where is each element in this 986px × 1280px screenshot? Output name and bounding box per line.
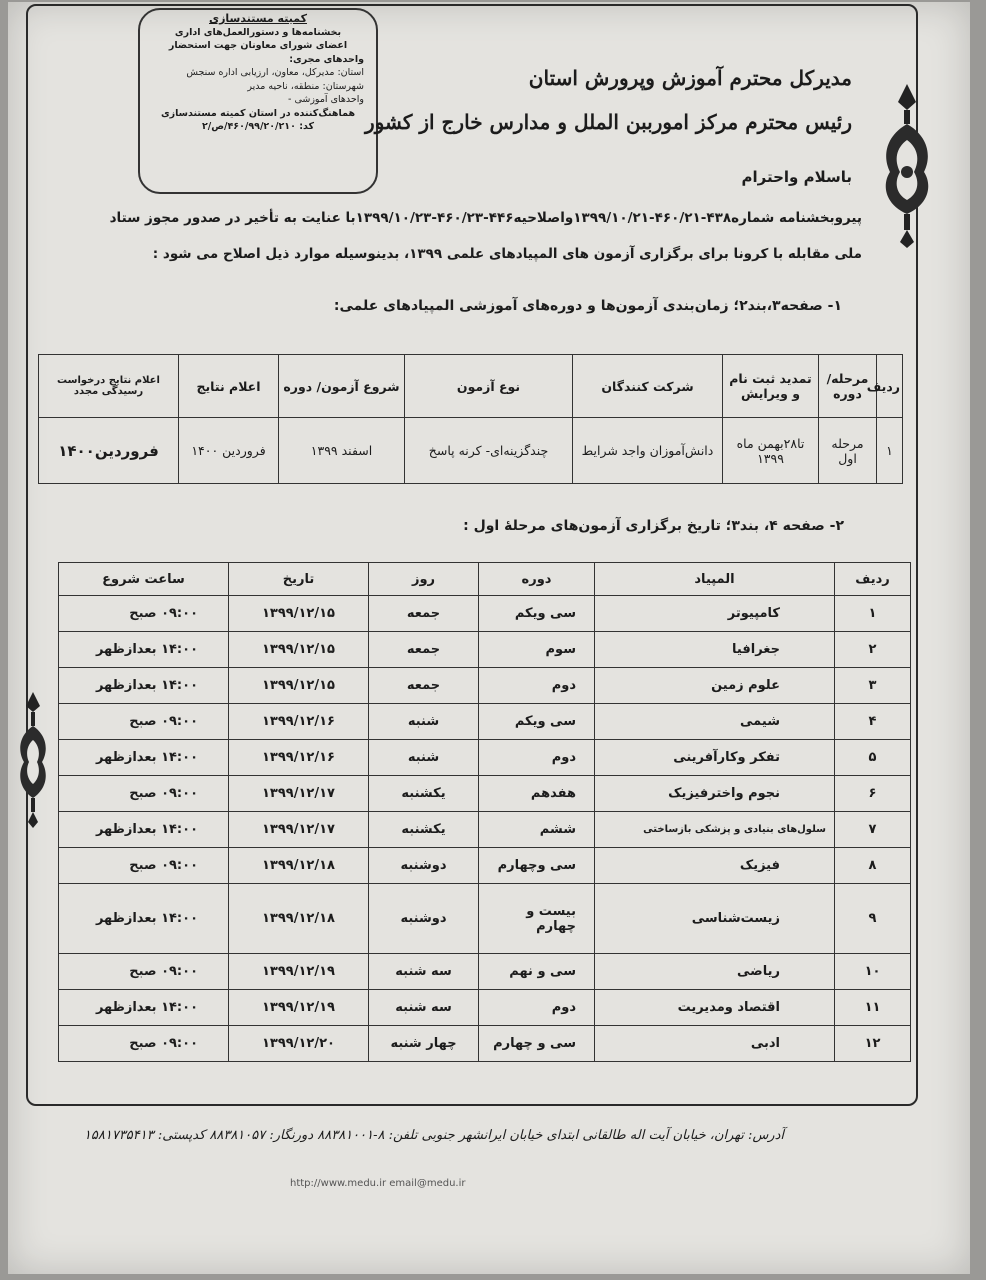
stamp-line: واحدهای آموزشی - xyxy=(288,94,364,105)
section-2-title: ۲- صفحه ۴، بند۳؛ تاریخ برگزاری آزمون‌های مرحلهٔ اول : xyxy=(463,518,844,534)
table-header-row xyxy=(39,355,903,418)
date: ۱۳۹۹/۱۲/۱۵ xyxy=(229,632,369,668)
start-time: ۱۴:۰۰ بعدازظهر xyxy=(59,989,229,1025)
side-ornament-icon xyxy=(16,690,50,830)
day: یکشنبه xyxy=(369,812,479,848)
date: ۱۳۹۹/۱۲/۱۷ xyxy=(229,812,369,848)
day: دوشنبه xyxy=(369,848,479,884)
header-cell: اعلام نتایج درخواست رسیدگی مجدد xyxy=(39,355,179,418)
olympiad-name: سلول‌های بنیادی و پزشکی بازساختی xyxy=(595,812,835,848)
heading-line-2: رئیس محترم مرکز امورببن الملل و مدارس خارج از کشور xyxy=(365,110,852,134)
start-time: ۰۹:۰۰ صبح xyxy=(59,848,229,884)
exam-dates-table xyxy=(58,562,911,1062)
table-cell: مرحله اول xyxy=(819,418,877,484)
row-number: ۵ xyxy=(835,740,911,776)
ornament-icon xyxy=(876,80,938,250)
table-row xyxy=(59,632,911,668)
row-number: ۴ xyxy=(835,704,911,740)
date: ۱۳۹۹/۱۲/۲۰ xyxy=(229,1025,369,1061)
olympiad-name: شیمی xyxy=(595,704,835,740)
day: چهار شنبه xyxy=(369,1025,479,1061)
start-time: ۱۴:۰۰ بعدازظهر xyxy=(59,812,229,848)
header-cell: ردیف xyxy=(835,563,911,596)
heading-line-1: مدیرکل محترم آموزش وپرورش استان xyxy=(528,66,852,90)
header-cell: تاریخ xyxy=(229,563,369,596)
footer-address: آدرس: تهران، خیابان آیت اله طالقانی ابتدای خیابان ایرانشهر جنوبی تلفن: ۸-۸۸۳۸۱۰۰۱ دورنگار: ۸۸۳۸۱۰۵۷ کدپستی: ۱۵۸۱۷۳۵۴۱۳ xyxy=(83,1128,784,1143)
period: بیست و چهارم xyxy=(479,884,595,954)
period: سوم xyxy=(479,632,595,668)
date: ۱۳۹۹/۱۲/۱۹ xyxy=(229,989,369,1025)
header-cell: تمدید ثبت نام و ویرایش xyxy=(723,355,819,418)
olympiad-name: تفکر وکارآفرینی xyxy=(595,740,835,776)
start-time: ۰۹:۰۰ صبح xyxy=(59,1025,229,1061)
table-row xyxy=(59,989,911,1025)
stamp-line: هماهنگ‌کننده در استان کمیته مستندسازی xyxy=(160,107,356,119)
header-cell: نوع آزمون xyxy=(405,355,573,418)
period: ششم xyxy=(479,812,595,848)
olympiad-name: علوم زمین xyxy=(595,668,835,704)
header-cell: ردیف xyxy=(877,355,903,418)
header-cell: شروع آزمون/ دوره xyxy=(279,355,405,418)
table-header-row xyxy=(59,563,911,596)
day: سه شنبه xyxy=(369,953,479,989)
table-cell: تا۲۸بهمن ماه ۱۳۹۹ xyxy=(723,418,819,484)
period: سی ویکم xyxy=(479,704,595,740)
row-number: ۳ xyxy=(835,668,911,704)
date: ۱۳۹۹/۱۲/۱۸ xyxy=(229,848,369,884)
day: دوشنبه xyxy=(369,884,479,954)
header-cell: المپیاد xyxy=(595,563,835,596)
row-number: ۱۱ xyxy=(835,989,911,1025)
table-cell: چندگزینه‌ای- کرنه پاسخ xyxy=(405,418,573,484)
start-time: ۰۹:۰۰ صبح xyxy=(59,704,229,740)
header-cell: اعلام نتایج xyxy=(179,355,279,418)
footer-web-email: http://www.medu.ir email@medu.ir xyxy=(290,1178,466,1189)
row-number: ۱۲ xyxy=(835,1025,911,1061)
table-row xyxy=(59,776,911,812)
row-number: ۱ xyxy=(835,596,911,632)
table-row xyxy=(59,740,911,776)
header-cell: دوره xyxy=(479,563,595,596)
date: ۱۳۹۹/۱۲/۱۹ xyxy=(229,953,369,989)
olympiad-name: ادبی xyxy=(595,1025,835,1061)
start-time: ۱۴:۰۰ بعدازظهر xyxy=(59,632,229,668)
day: جمعه xyxy=(369,668,479,704)
header-cell: شرکت کنندگان xyxy=(573,355,723,418)
period: دوم xyxy=(479,668,595,704)
document-page xyxy=(8,2,970,1274)
start-time: ۰۹:۰۰ صبح xyxy=(59,776,229,812)
table-row xyxy=(59,884,911,954)
day: یکشنبه xyxy=(369,776,479,812)
paragraph-line-1: پیروبخشنامه شماره۴۳۸-۴۶۰/۲۱-۱۳۹۹/۱۰/۲۱واصلاحیه۴۴۶-۴۶۰/۲۳-۱۳۹۹/۱۰/۲۳با عنایت به تأخیر در صدور مجوز ستاد xyxy=(109,210,862,226)
table-row xyxy=(39,418,903,484)
date: ۱۳۹۹/۱۲/۱۷ xyxy=(229,776,369,812)
olympiad-name: زیست‌شناسی xyxy=(595,884,835,954)
table-row xyxy=(59,848,911,884)
paragraph-line-2: ملی مقابله با کرونا برای برگزاری آزمون های المپیادهای علمی ۱۳۹۹، بدینوسیله موارد ذیل اصلاح می شود : xyxy=(152,246,862,262)
table-row xyxy=(59,953,911,989)
table-row xyxy=(59,596,911,632)
date: ۱۳۹۹/۱۲/۱۶ xyxy=(229,704,369,740)
start-time: ۰۹:۰۰ صبح xyxy=(59,953,229,989)
stamp-code: کد: ۴۶۰/۹۹/۲۰/۲۱۰/ص/۲ xyxy=(201,121,315,132)
olympiad-name: کامپیوتر xyxy=(595,596,835,632)
stamp-line: استان: مدیرکل، معاون، ارزیابی اداره سنجش xyxy=(186,67,364,78)
day: جمعه xyxy=(369,632,479,668)
row-number: ۷ xyxy=(835,812,911,848)
period: دوم xyxy=(479,740,595,776)
row-number: ۹ xyxy=(835,884,911,954)
table-row xyxy=(59,668,911,704)
date: ۱۳۹۹/۱۲/۱۶ xyxy=(229,740,369,776)
start-time: ۱۴:۰۰ بعدازظهر xyxy=(59,740,229,776)
section-1-title: ۱- صفحه۳،بند۲؛ زمان‌بندی آزمون‌ها و دوره‌های آموزشی المپیادهای علمی: xyxy=(333,298,842,314)
date: ۱۳۹۹/۱۲/۱۵ xyxy=(229,668,369,704)
date: ۱۳۹۹/۱۲/۱۸ xyxy=(229,884,369,954)
greeting: باسلام واحترام xyxy=(741,168,852,186)
period: سی و نهم xyxy=(479,953,595,989)
olympiad-name: فیزیک xyxy=(595,848,835,884)
day: سه شنبه xyxy=(369,989,479,1025)
olympiad-name: جغرافیا xyxy=(595,632,835,668)
documentation-stamp xyxy=(138,8,378,194)
start-time: ۰۹:۰۰ صبح xyxy=(59,596,229,632)
start-time: ۱۴:۰۰ بعدازظهر xyxy=(59,668,229,704)
period: دوم xyxy=(479,989,595,1025)
header-cell: مرحله/دوره xyxy=(819,355,877,418)
table-row xyxy=(59,704,911,740)
schedule-table xyxy=(38,354,903,484)
table-cell: فروردین ۱۴۰۰ xyxy=(179,418,279,484)
period: هفدهم xyxy=(479,776,595,812)
day: جمعه xyxy=(369,596,479,632)
row-number: ۸ xyxy=(835,848,911,884)
date: ۱۳۹۹/۱۲/۱۵ xyxy=(229,596,369,632)
stamp-line: واحدهای مجری: xyxy=(289,53,364,65)
period: سی و چهارم xyxy=(479,1025,595,1061)
olympiad-name: نجوم واخترفیزیک xyxy=(595,776,835,812)
olympiad-name: اقتصاد ومدیریت xyxy=(595,989,835,1025)
table-cell: ۱ xyxy=(877,418,903,484)
row-number: ۲ xyxy=(835,632,911,668)
olympiad-name: ریاضی xyxy=(595,953,835,989)
start-time: ۱۴:۰۰ بعدازظهر xyxy=(59,884,229,954)
row-number: ۱۰ xyxy=(835,953,911,989)
stamp-title: کمیته مستندسازی xyxy=(209,12,307,25)
table-cell: فروردین۱۴۰۰ xyxy=(39,418,179,484)
header-cell: روز xyxy=(369,563,479,596)
table-cell: دانش‌آموزان واجد شرایط xyxy=(573,418,723,484)
period: سی ویکم xyxy=(479,596,595,632)
table-row xyxy=(59,1025,911,1061)
day: شنبه xyxy=(369,740,479,776)
table-cell: اسفند ۱۳۹۹ xyxy=(279,418,405,484)
day: شنبه xyxy=(369,704,479,740)
row-number: ۶ xyxy=(835,776,911,812)
stamp-line: شهرستان: منطقه، ناحیه مدیر xyxy=(247,80,364,92)
period: سی وچهارم xyxy=(479,848,595,884)
stamp-line: اعضای شورای معاونان جهت استحضار xyxy=(168,40,348,51)
table-row xyxy=(59,812,911,848)
stamp-line: بخشنامه‌ها و دستورالعمل‌های اداری xyxy=(174,26,342,38)
header-cell: ساعت شروع xyxy=(59,563,229,596)
